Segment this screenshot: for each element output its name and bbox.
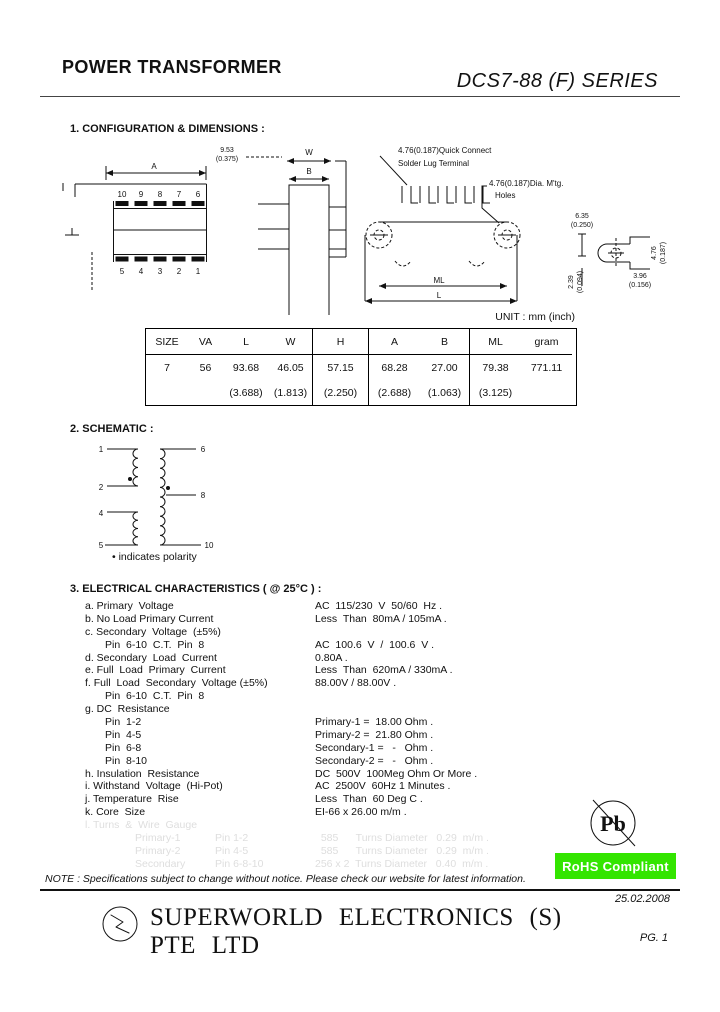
company-name: SUPERWORLD ELECTRONICS (S) PTE LTD bbox=[150, 904, 562, 959]
table-cell: (1.063) bbox=[420, 381, 470, 405]
dim-239-label: 2.39 bbox=[568, 275, 575, 289]
series-title: DCS7-88 (F) SERIES bbox=[456, 70, 658, 92]
dim-476-inch-label: (0.187) bbox=[660, 241, 667, 265]
spec-row bbox=[85, 690, 675, 703]
table-cell: 27.00 bbox=[420, 355, 470, 381]
spec-value: 0.80A . bbox=[315, 651, 348, 664]
mtg-holes-callout-line1: 4.76(0.187)Dia. M'tg. bbox=[489, 179, 564, 188]
configuration-drawing bbox=[40, 140, 690, 315]
footer-rule bbox=[40, 889, 680, 891]
table-cell bbox=[188, 381, 223, 405]
table-cell: 46.05 bbox=[269, 355, 313, 381]
spec-row bbox=[85, 780, 675, 793]
terminal-detail bbox=[568, 213, 667, 293]
pin-5-label: 5 bbox=[119, 267, 125, 276]
spec-row bbox=[85, 639, 675, 652]
footer-note: NOTE : Specifications subject to change without notice. Please check our website for latest information. bbox=[45, 873, 526, 885]
unit-note: UNIT : mm (inch) bbox=[495, 311, 575, 323]
schematic-pin-8: 8 bbox=[200, 491, 206, 500]
spec-row bbox=[85, 626, 675, 639]
spec-value: 256 x 2 Turns Diameter 0.40 m/m . bbox=[315, 857, 489, 870]
lug-callout-line1: 4.76(0.187)Quick Connect bbox=[398, 146, 492, 155]
table-cell: 57.15 bbox=[313, 355, 369, 381]
spec-value bbox=[315, 690, 675, 703]
pin-3-label: 3 bbox=[157, 267, 163, 276]
table-cell: 771.11 bbox=[530, 362, 563, 374]
front-view bbox=[63, 162, 207, 290]
spec-row bbox=[85, 729, 675, 742]
section3-heading: 3. ELECTRICAL CHARACTERISTICS ( @ 25°C ) : bbox=[70, 583, 322, 595]
schematic-pin-5: 5 bbox=[98, 541, 104, 550]
spec-label: d. Secondary Load Current bbox=[85, 651, 217, 664]
table-header-cell: H bbox=[313, 329, 369, 355]
pin-10-label: 10 bbox=[117, 190, 127, 199]
spec-label: i. Withstand Voltage (Hi-Pot) bbox=[85, 780, 223, 793]
dim-b-label: B bbox=[306, 167, 312, 176]
schematic-drawing bbox=[60, 440, 280, 565]
spec-label: j. Temperature Rise bbox=[85, 793, 179, 806]
dim-635-label: 6.35 bbox=[575, 213, 589, 220]
spec-pin: Pin 1-2 bbox=[215, 832, 249, 845]
spec-row bbox=[85, 755, 675, 768]
spec-label: f. Full Load Secondary Voltage (±5%) bbox=[85, 677, 268, 690]
section1-heading: 1. CONFIGURATION & DIMENSIONS : bbox=[70, 123, 265, 135]
bottom-view bbox=[365, 146, 563, 301]
dim-635-inch-label: (0.250) bbox=[570, 222, 594, 229]
pin-1-label: 1 bbox=[195, 267, 201, 276]
solder-lug-terminals bbox=[402, 186, 490, 203]
spec-label: Secondary bbox=[135, 857, 186, 870]
schematic-pin-6: 6 bbox=[200, 445, 206, 454]
table-header-cell: SIZE bbox=[146, 329, 188, 355]
dim-w-label: W bbox=[305, 148, 313, 157]
spec-value: 585 Turns Diameter 0.29 m/m . bbox=[315, 832, 489, 845]
spec-value: Less Than 60 Deg C . bbox=[315, 793, 423, 806]
polarity-note: • indicates polarity bbox=[112, 551, 197, 563]
spec-pin: Pin 6-8-10 bbox=[215, 857, 264, 870]
spec-label: k. Core Size bbox=[85, 806, 146, 819]
table-cell: (2.250) bbox=[313, 381, 369, 405]
pb-free-icon bbox=[584, 795, 642, 853]
spec-value: AC 2500V 60Hz 1 Minutes . bbox=[315, 780, 451, 793]
spec-value: 88.00V / 88.00V . bbox=[315, 677, 397, 690]
spec-label: c. Secondary Voltage (±5%) bbox=[85, 625, 221, 638]
spec-value: EI-66 x 26.00 m/m . bbox=[315, 806, 407, 819]
table-cell: (2.688) bbox=[377, 387, 412, 399]
spec-value: Less Than 620mA / 330mA . bbox=[315, 664, 453, 677]
spec-value: AC 115/230 V 50/60 Hz . bbox=[315, 600, 443, 612]
dim-476-label: 4.76 bbox=[651, 246, 658, 260]
spec-value: AC 100.6 V / 100.6 V . bbox=[315, 638, 435, 651]
pin-8-label: 8 bbox=[157, 190, 163, 199]
table-cell bbox=[521, 381, 572, 405]
spec-label: b. No Load Primary Current bbox=[85, 612, 214, 625]
spec-row bbox=[85, 768, 675, 781]
doc-date: 25.02.2008 bbox=[614, 893, 670, 905]
spec-value: Primary-2 = 21.80 Ohm . bbox=[315, 728, 434, 741]
table-cell: 56 bbox=[199, 362, 212, 374]
dim-396-label: 3.96 bbox=[633, 273, 647, 280]
table-header-cell: B bbox=[420, 329, 470, 355]
spec-label: Primary-1 bbox=[135, 832, 181, 845]
schematic-pin-10: 10 bbox=[204, 541, 214, 550]
spec-row bbox=[85, 652, 675, 665]
table-cell: 68.28 bbox=[381, 362, 408, 374]
spec-label: a. Primary Voltage bbox=[85, 600, 174, 612]
dim-396-inch-label: (0.156) bbox=[628, 282, 652, 289]
company-logo-icon bbox=[98, 902, 142, 946]
spec-row bbox=[85, 742, 675, 755]
spec-label: h. Insulation Resistance bbox=[85, 767, 200, 780]
spec-value: Less Than 80mA / 105mA . bbox=[315, 612, 447, 625]
table-header-cell: VA bbox=[188, 329, 223, 355]
dim-a-label: A bbox=[151, 162, 157, 171]
mtg-holes-callout-line2: Holes bbox=[495, 191, 516, 200]
dim-239-inch-label: (0.094) bbox=[577, 270, 584, 294]
spec-value: Secondary-2 = - Ohm . bbox=[315, 754, 434, 767]
pin-4-label: 4 bbox=[138, 267, 144, 276]
spec-value: 585 Turns Diameter 0.29 m/m . bbox=[315, 844, 489, 857]
spec-label: e. Full Load Primary Current bbox=[85, 664, 226, 677]
pitch-dim-inch-label: (0.375) bbox=[215, 156, 239, 163]
spec-label: l. Turns & Wire Gauge bbox=[85, 819, 198, 832]
table-cell: (1.813) bbox=[269, 381, 313, 405]
primary-winding bbox=[105, 449, 138, 545]
spec-label: Pin 6-8 bbox=[105, 741, 142, 754]
spec-pin: Pin 4-5 bbox=[215, 844, 249, 857]
secondary-winding bbox=[160, 449, 201, 545]
spec-value: Secondary-1 = - Ohm . bbox=[315, 741, 434, 754]
dim-l-label: L bbox=[436, 291, 442, 300]
lug-callout-line2: Solder Lug Terminal bbox=[398, 159, 470, 168]
spec-label: Pin 6-10 C.T. Pin 8 bbox=[105, 638, 205, 651]
schematic-pin-1: 1 bbox=[98, 445, 104, 454]
spec-value bbox=[315, 626, 675, 639]
table-cell: 79.38 bbox=[482, 362, 509, 374]
table-cell: 93.68 bbox=[232, 362, 260, 374]
page-title: POWER TRANSFORMER bbox=[62, 57, 282, 77]
spec-label: Primary-2 bbox=[135, 844, 181, 857]
spec-label: Pin 6-10 C.T. Pin 8 bbox=[105, 690, 205, 703]
rohs-badge: RoHS Compliant bbox=[555, 853, 676, 879]
spec-row bbox=[85, 677, 675, 690]
spec-label: Pin 8-10 bbox=[105, 754, 148, 767]
pin-9-label: 9 bbox=[138, 190, 144, 199]
dimension-table bbox=[145, 328, 577, 406]
spec-label: g. DC Resistance bbox=[85, 703, 170, 716]
schematic-pin-2: 2 bbox=[98, 483, 104, 492]
side-view bbox=[216, 147, 346, 315]
polarity-dot bbox=[128, 477, 132, 481]
header-rule bbox=[40, 96, 680, 97]
spec-label: Pin 1-2 bbox=[105, 716, 142, 729]
pb-label: Pb bbox=[600, 811, 626, 836]
pitch-dim-label: 9.53 bbox=[220, 147, 234, 154]
spec-value: Primary-1 = 18.00 Ohm . bbox=[315, 716, 434, 729]
pin-6-label: 6 bbox=[195, 190, 201, 199]
spec-row bbox=[85, 613, 675, 626]
table-cell bbox=[146, 381, 188, 405]
section2-heading: 2. SCHEMATIC : bbox=[70, 423, 154, 435]
dim-ml-label: ML bbox=[433, 276, 445, 285]
table-header-cell: ML bbox=[470, 329, 521, 355]
spec-row bbox=[85, 664, 675, 677]
pin-7-label: 7 bbox=[176, 190, 182, 199]
table-header-cell: W bbox=[269, 329, 313, 355]
spec-row bbox=[85, 703, 675, 716]
spec-row bbox=[85, 716, 675, 729]
schematic-pin-4: 4 bbox=[98, 509, 104, 518]
table-header-cell: A bbox=[369, 329, 420, 355]
pin-2-label: 2 bbox=[176, 267, 182, 276]
spec-label: Pin 4-5 bbox=[105, 728, 142, 741]
spec-value: DC 500V 100Meg Ohm Or More . bbox=[315, 767, 478, 780]
table-cell: 7 bbox=[164, 362, 170, 374]
polarity-dot bbox=[166, 486, 170, 490]
table-header-cell: gram bbox=[521, 329, 572, 355]
table-header-cell: L bbox=[223, 329, 269, 355]
page-number: PG. 1 bbox=[639, 932, 668, 944]
spec-value bbox=[315, 703, 675, 716]
spec-row bbox=[85, 600, 675, 613]
table-cell: (3.688) bbox=[229, 387, 263, 399]
table-cell: (3.125) bbox=[478, 387, 513, 399]
